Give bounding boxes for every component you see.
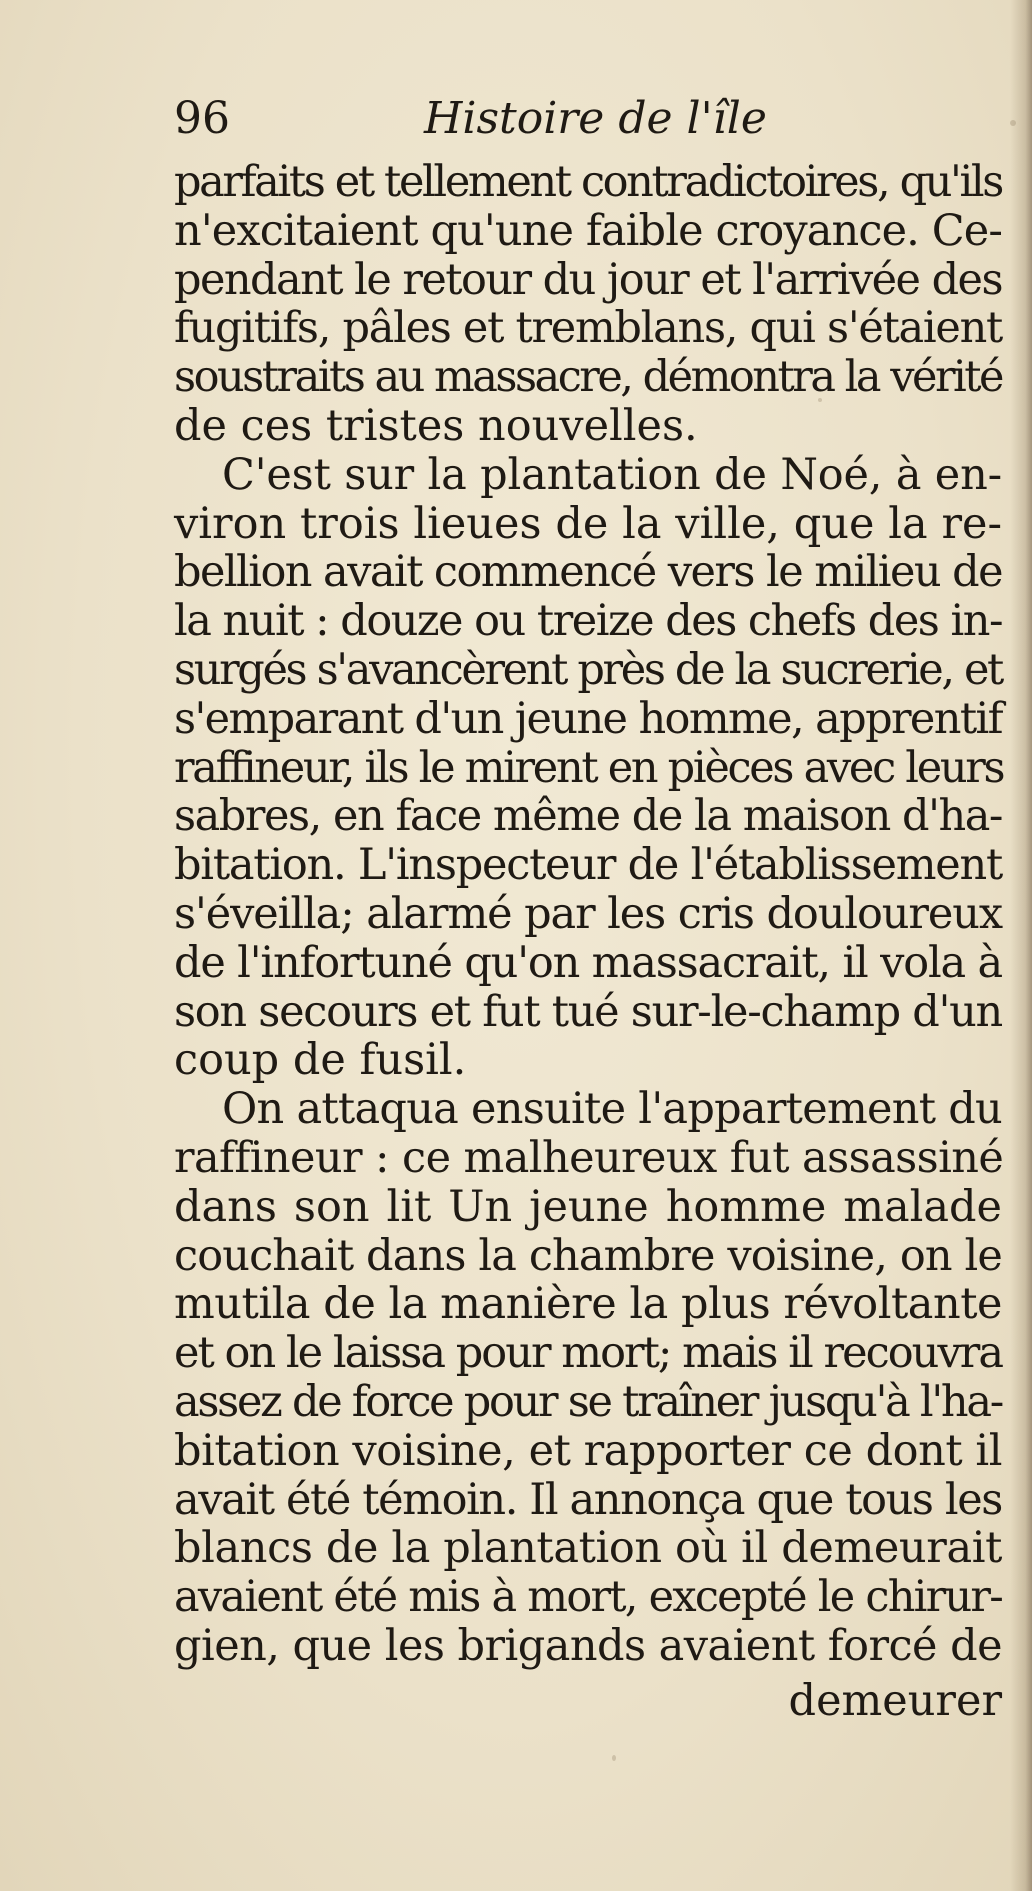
text-line: gien, que les brigands avaient forcé de [174,1620,1002,1671]
text-line: bellion avait commencé vers le milieu de [174,547,1002,598]
paper-speck [1010,120,1016,126]
running-title: Histoire de l'île [424,93,767,144]
text-line: sabres, en face même de la maison d'ha- [174,791,1002,842]
text-line: raffineur, ils le mirent en pièces avec leurs [174,742,1004,793]
text-line: et on le laissa pour mort; mais il recouvra [174,1328,1002,1379]
text-line: raffineur : ce malheureux fut assassiné [174,1132,1004,1183]
text-line: blancs de la plantation où il demeurait [174,1523,1002,1574]
text-line: parfaits et tellement contradictoires, qu'ils [174,157,1002,207]
text-line: soustraits au massacre, démontra la vérité [174,352,1002,403]
text-line: son secours et fut tué sur-le-champ d'un [174,986,1002,1037]
text-line: pendant le retour du jour et l'arrivée des [174,254,1002,305]
text-line: On attaqua ensuite l'appartement du [222,1084,1002,1135]
text-line: bitation. L'inspecteur de l'établissement [174,840,1002,891]
text-line: coup de fusil. [174,1035,467,1086]
text-line: fugitifs, pâles et tremblans, qui s'étaient [174,303,1002,354]
text-line: avait été témoin. Il annonça que tous les [174,1474,1002,1525]
text-line: assez de force pour se traîner jusqu'à l'ha- [174,1376,1002,1427]
text-line: viron trois lieues de la ville, que la re- [174,498,1002,549]
text-line: couchait dans la chambre voisine, on le [174,1230,1002,1281]
text-line: surgés s'avancèrent près de la sucrerie, et [174,644,1002,695]
page-text-block [174,80,1002,1726]
text-line: bitation voisine, et rapporter ce dont il [174,1425,1002,1476]
text-line: dans son lit Un jeune homme malade [174,1181,1002,1232]
text-line: C'est sur la plantation de Noé, à en- [222,449,1002,500]
text-line: de ces tristes nouvelles. [174,400,698,451]
text-line: avaient été mis à mort, excepté le chirur- [174,1572,1002,1623]
text-line: n'excitaient qu'une faible croyance. Ce- [174,205,1002,256]
text-line: de l'infortuné qu'on massacrait, il vola à [174,937,1002,988]
text-line: mutila de la manière la plus révoltante [174,1279,1002,1330]
text-line: s'éveilla; alarmé par les cris douloureux [174,888,1002,939]
text-line: la nuit : douze ou treize des chefs des in- [174,596,1002,647]
page-header [174,80,1002,158]
text-line: s'emparant d'un jeune homme, apprentif [174,693,1002,744]
paper-speck [612,1755,616,1761]
catchword: demeurer [788,1675,1002,1726]
page-edge-shadow [1010,0,1032,1891]
page-number: 96 [174,93,230,144]
